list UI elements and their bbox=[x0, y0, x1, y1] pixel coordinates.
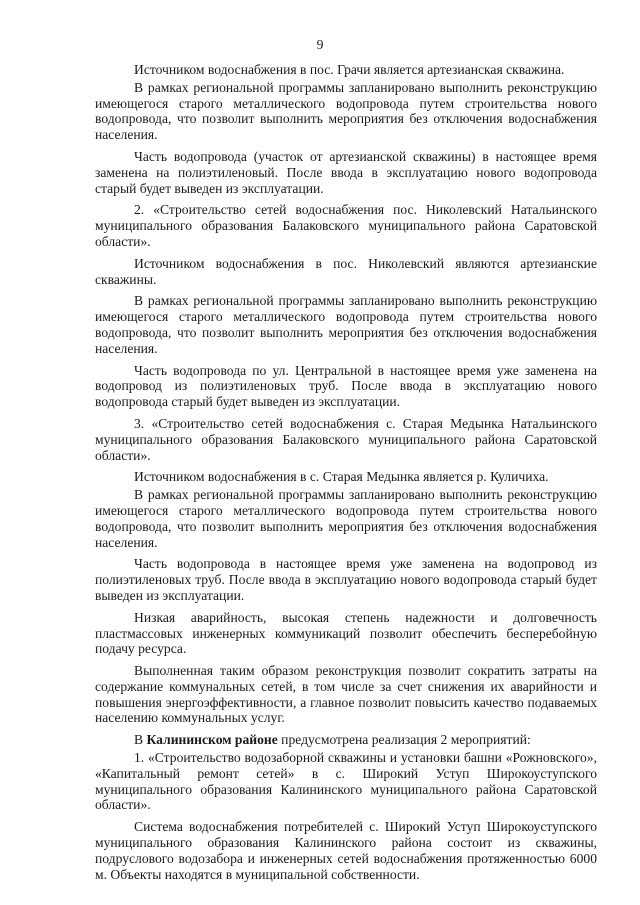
section-intro-prefix: В bbox=[134, 732, 147, 748]
paragraph: Часть водопровода по ул. Центральной в настоящее время уже заменена на водопровод из полиэтиленовых труб. После ввода в эксплуатацию нового водопровода старый будет выведен из эксплуатации. bbox=[95, 362, 597, 410]
list-item-heading: 2. «Строительство сетей водоснабжения пос. Николевский Натальинского муниципального образования Балаковского муниципального района Саратовской области». bbox=[95, 202, 597, 249]
paragraph: Выполненная таким образом реконструкция позволит сократить затраты на содержание коммунальных сетей, в том числе за счет снижения их аварийности и повышения энергоэффективности, а главное позволит повысить качество подаваемых населению коммунальных услуг. bbox=[95, 663, 597, 726]
section-intro-suffix: предусмотрена реализация 2 мероприятий: bbox=[277, 732, 531, 748]
district-name: Калининском районе bbox=[146, 732, 278, 748]
page-number: 9 bbox=[316, 37, 324, 52]
list-item-heading: 3. «Строительство сетей водоснабжения с. Старая Медынка Натальинского муниципального образования Балаковского муниципального района Саратовской области». bbox=[95, 415, 597, 463]
paragraph: В рамках региональной программы запланировано выполнить реконструкцию имеющегося старого металлического водопровода путем строительства нового водопровода, что позволит выполнить мероприятия без отключения водоснабжения населения. bbox=[95, 487, 597, 550]
paragraph: Источником водоснабжения в пос. Грачи является артезианская скважина. bbox=[134, 62, 565, 77]
section-intro bbox=[95, 732, 597, 748]
paragraph: Часть водопровода в настоящее время уже заменена на водопровод из полиэтиленовых труб. После ввода в эксплуатацию нового водопровода старый будет выведен из эксплуатации. bbox=[95, 556, 597, 603]
paragraph: В рамках региональной программы запланировано выполнить реконструкцию имеющегося старого металлического водопровода путем строительства нового водопровода, что позволит выполнить мероприятия без отключения водоснабжения населения. bbox=[95, 293, 597, 356]
paragraph: Источником водоснабжения в с. Старая Медынка является р. Куличиха. bbox=[134, 469, 549, 485]
paragraph: В рамках региональной программы запланировано выполнить реконструкцию имеющегося старого металлического водопровода путем строительства нового водопровода, что позволит выполнить мероприятия без отключения водоснабжения населения. bbox=[95, 79, 597, 143]
paragraph: Источником водоснабжения в пос. Николевский являются артезианские скважины. bbox=[95, 255, 597, 287]
page-body bbox=[95, 62, 597, 888]
paragraph: Низкая аварийность, высокая степень надежности и долговечность пластмассовых инженерных коммуникаций позволит обеспечить бесперебойную подачу ресурса. bbox=[95, 609, 597, 657]
paragraph: Часть водопровода (участок от артезианской скважины) в настоящее время заменена на полиэтиленовый. После ввода в эксплуатацию нового водопровода старый будет выведен из эксплуатации. bbox=[95, 148, 597, 196]
list-item-heading: 1. «Строительство водозаборной скважины и установки башни «Рожновского», «Капитальный ремонт сетей» в с. Широкий Уступ Широкоуступского муниципального образования Калининского муниципального района Саратовской области». bbox=[95, 750, 597, 813]
paragraph: Система водоснабжения потребителей с. Широкий Уступ Широкоуступского муниципального образования Калининского района состоит из скважины, подруслового водозабора и инженерных сетей водоснабжения протяженностью 6000 м. Объекты находятся в муниципальной собственности. bbox=[95, 819, 597, 882]
